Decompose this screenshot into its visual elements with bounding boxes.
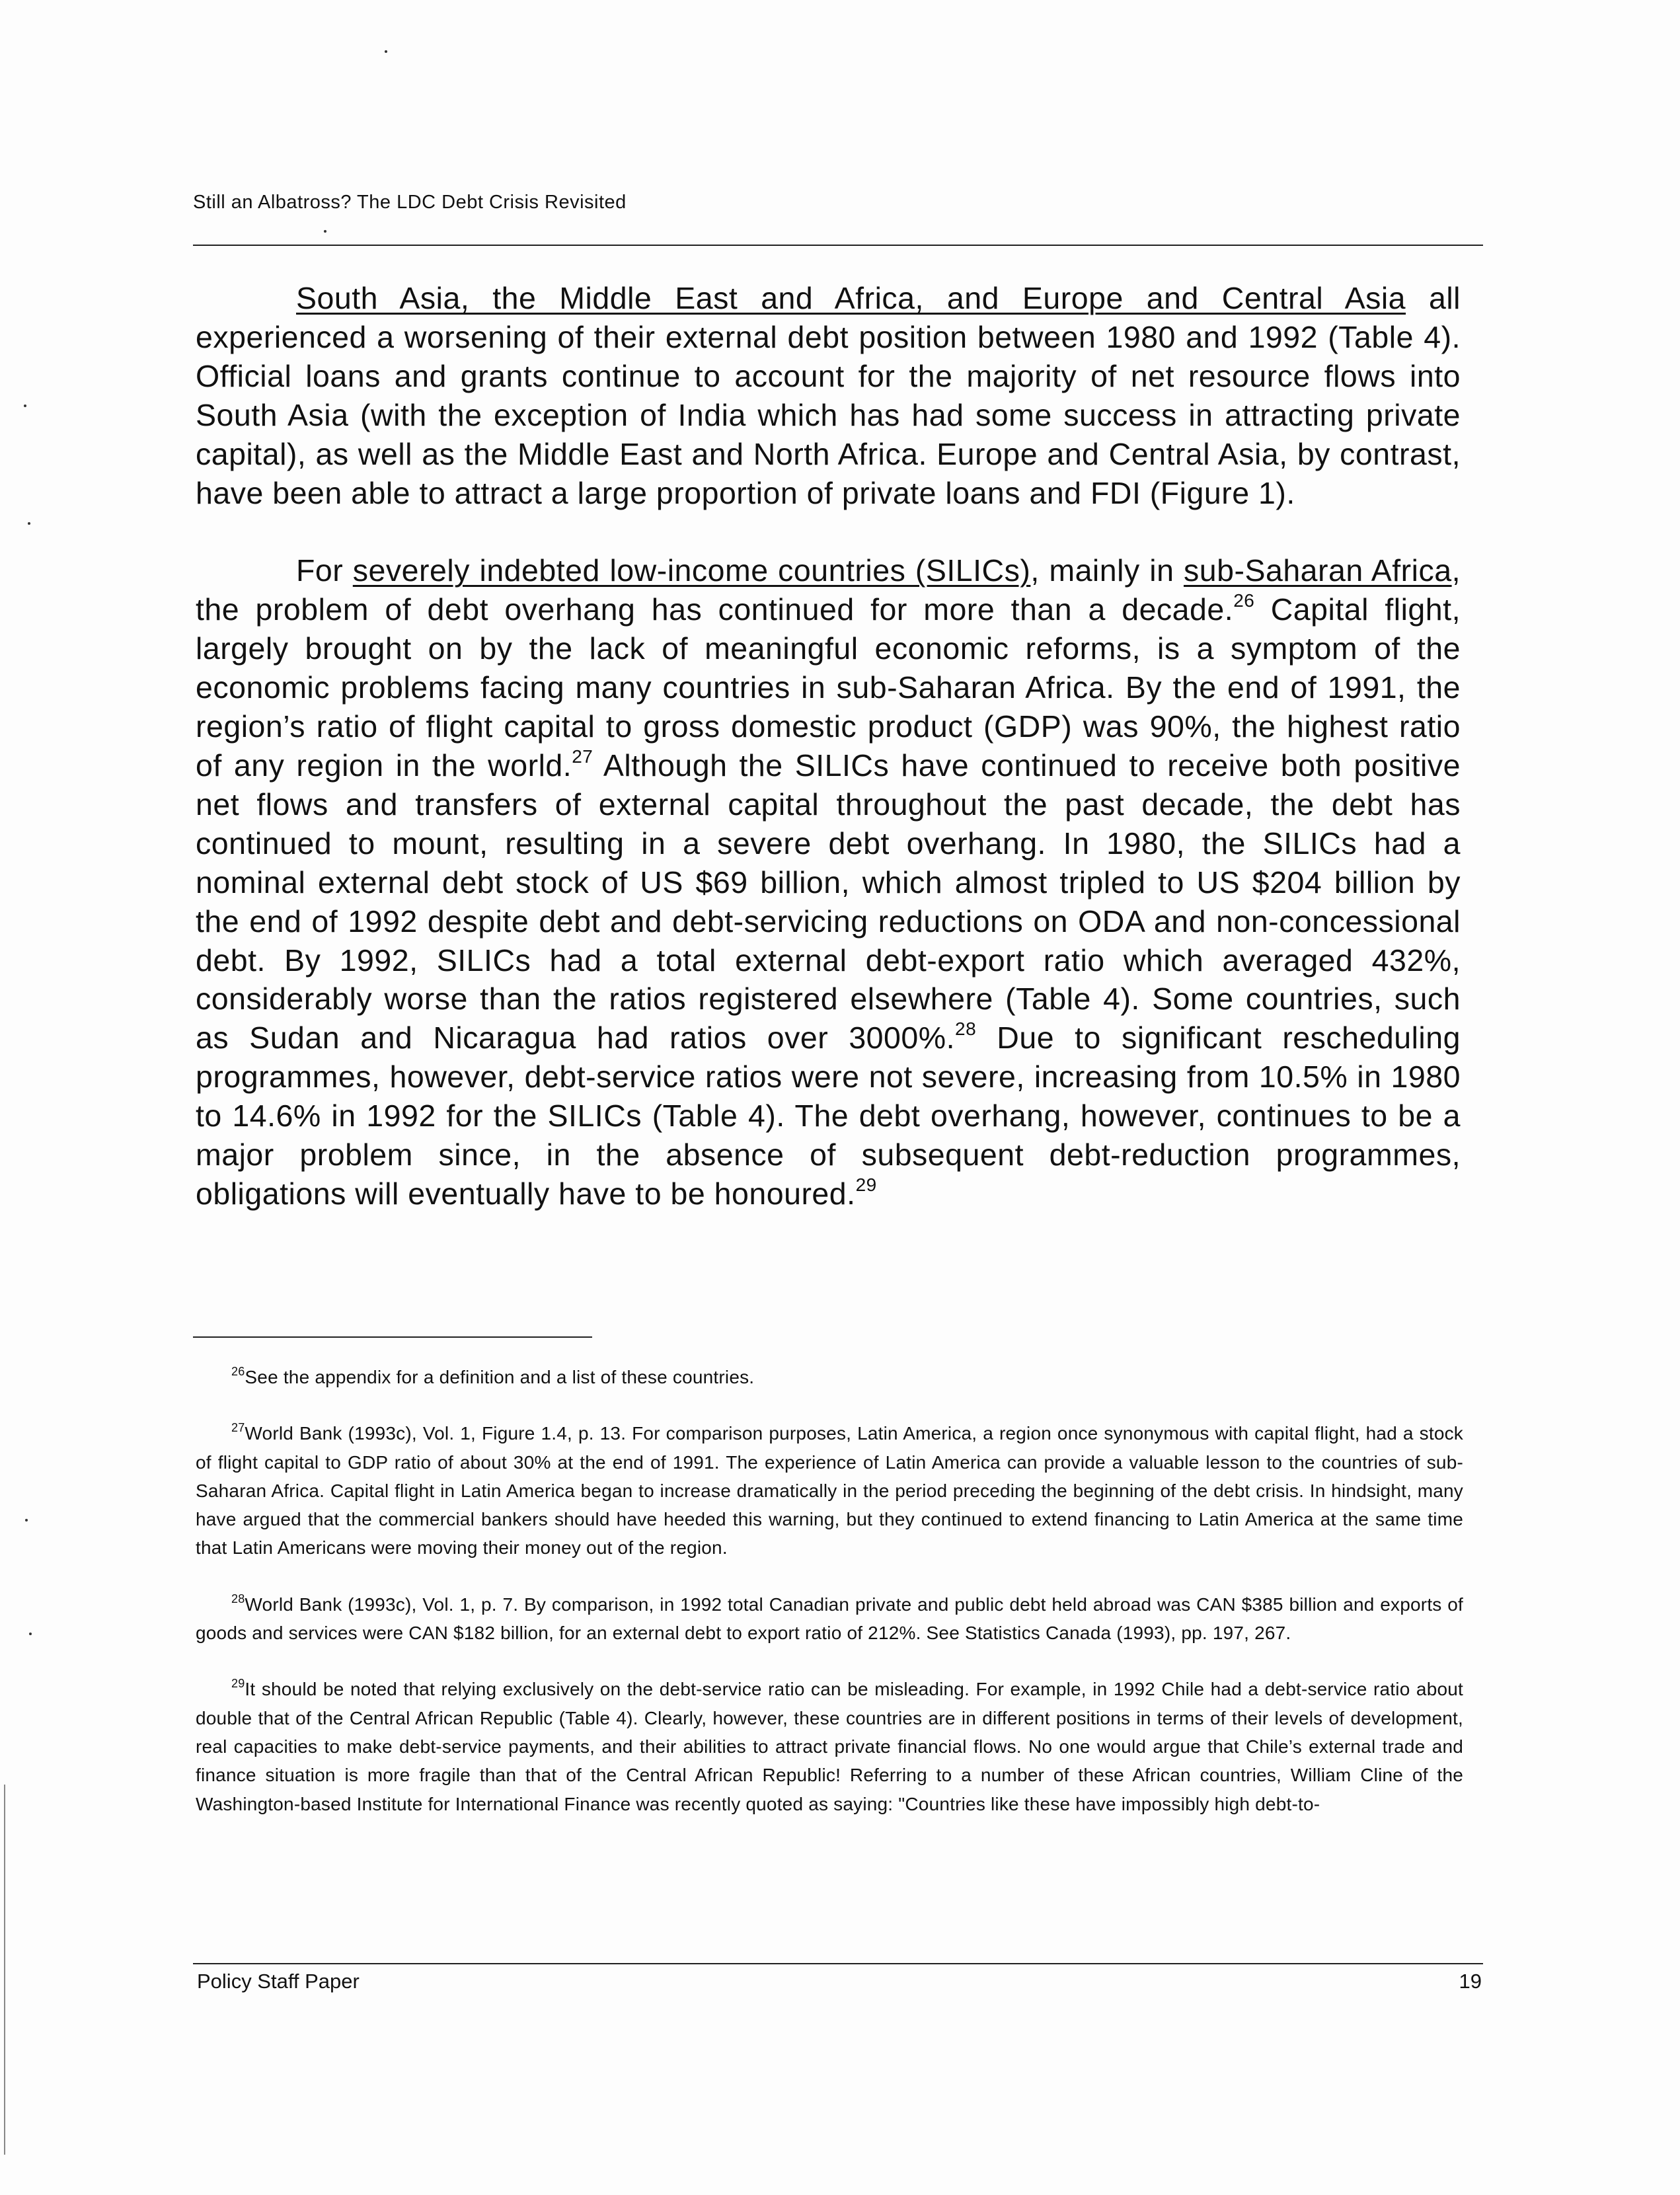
footnote-ref-29: 29: [855, 1174, 877, 1195]
footnote-text: World Bank (1993c), Vol. 1, p. 7. By comparison, in 1992 total Canadian private and public debt held abroad was CAN $385 billion and exports of goods and services were CAN $182 billion, for an external debt to export ratio of 212%. See Statistics Canada (1993), pp. 197, 267.: [196, 1594, 1463, 1644]
footnote-number: 27: [231, 1421, 245, 1435]
underlined-regions: South Asia, the Middle East and Africa, and Europe and Central Asia: [296, 281, 1406, 315]
paragraph-silics: [196, 551, 1461, 1213]
footnote-text: World Bank (1993c), Vol. 1, Figure 1.4, p. 13. For comparison purposes, Latin America, a region once synonymous with capital flight, had a stock of flight capital to GDP ratio of about 30% at the end of 1991. The experience of Latin America can provide a valuable lesson to the countries of sub-Saharan Africa. Capital flight in Latin America began to increase dramatically in the period preceding the beginning of the debt crisis. In hindsight, many have argued that the commercial bankers should have heeded this warning, but they continued to extend financing to Latin America at the same time that Latin Americans were moving their money out of the region.: [196, 1423, 1463, 1559]
running-header: Still an Albatross? The LDC Debt Crisis Revisited: [193, 192, 627, 213]
footnotes: [196, 1363, 1463, 1846]
paragraph-text: , the problem of debt overhang has continued for more than a decade.: [196, 553, 1461, 627]
footnote-26: [196, 1363, 1463, 1391]
footnote-27: [196, 1419, 1463, 1562]
header-rule: [193, 245, 1483, 246]
footnote-number: 29: [231, 1677, 245, 1691]
underlined-silics: severely indebted low-income countries (SILICs): [352, 553, 1031, 588]
footnote-separator: [193, 1336, 592, 1338]
paragraph-text: For: [296, 553, 353, 588]
footnote-29: [196, 1675, 1463, 1818]
paragraph-text: all experienced a worsening of their external debt position between 1980 and 1992 (Table 4). Official loans and grants continue to account for the majority of net resource flows into South Asia (with the exception of India which has had some success in attracting private capital), as well as the Middle East and North Africa. Europe and Central Asia, by contrast, have been able to attract a large proportion of private loans and FDI (Figure 1).: [196, 281, 1461, 510]
scan-speck: [29, 1633, 32, 1635]
underlined-sub-saharan-africa: sub-Saharan Africa: [1183, 553, 1452, 588]
footnote-text: See the appendix for a definition and a list of these countries.: [245, 1367, 755, 1387]
footnote-ref-26: 26: [1233, 590, 1255, 611]
body-text: [196, 279, 1461, 1213]
scan-speck: [24, 404, 26, 407]
paragraph-text: Due to significant rescheduling programmes, however, debt-service ratios were not severe, increasing from 10.5% in 1980 to 14.6% in 1992 for the SILICs (Table 4). The debt overhang, however, continues to be a major problem since, in the absence of subsequent debt-reduction programmes, obligations will eventually have to be honoured.: [196, 1020, 1461, 1211]
scan-edge-line: [4, 1785, 5, 2155]
scan-speck: [324, 230, 326, 233]
paragraph-regional-debt: [196, 279, 1461, 512]
footnote-ref-28: 28: [955, 1019, 977, 1040]
scan-speck: [25, 1519, 28, 1521]
paragraph-text: Capital flight, largely brought on by the lack of meaningful economic reforms, is a symptom of the economic problems facing many countries in sub-Saharan Africa. By the end of 1991, the region’s ratio of flight capital to gross domestic product (GDP) was 90%, the highest ratio of any region in the world.: [196, 592, 1461, 783]
scan-speck: [28, 522, 30, 525]
footnote-ref-27: 27: [572, 746, 593, 767]
scan-speck: [385, 50, 387, 53]
paragraph-text: , mainly in: [1030, 553, 1184, 588]
footnote-number: 26: [231, 1365, 245, 1378]
footnote-number: 28: [231, 1592, 245, 1605]
page-number: 19: [1459, 1970, 1482, 1993]
footer-publication: Policy Staff Paper: [197, 1970, 360, 1993]
paragraph-text: Although the SILICs have continued to receive both positive net flows and transfers of external capital throughout the past decade, the debt has continued to mount, resulting in a severe debt overhang. In 1980, the SILICs had a nominal external debt stock of US $69 billion, which almost tripled to US $204 billion by the end of 1992 despite debt and debt-servicing reductions on ODA and non-concessional debt. By 1992, SILICs had a total external debt-export ratio which averaged 432%, considerably worse than the ratios registered elsewhere (Table 4). Some countries, such as Sudan and Nicaragua had ratios over 3000%.: [196, 748, 1461, 1056]
footer-rule: [193, 1963, 1483, 1964]
footnote-28: [196, 1590, 1463, 1648]
footnote-text: It should be noted that relying exclusively on the debt-service ratio can be misleading. For example, in 1992 Chile had a debt-service ratio about double that of the Central African Republic (Table 4). Clearly, however, these countries are in different positions in terms of their levels of development, real capacities to make debt-service payments, and their abilities to attract private financial flows. No one would argue that Chile’s external trade and finance situation is more fragile than that of the Central African Republic! Referring to a number of these African countries, William Cline of the Washington-based Institute for International Finance was recently quoted as saying: "Countries like these have impossibly high debt-to-: [196, 1679, 1463, 1814]
